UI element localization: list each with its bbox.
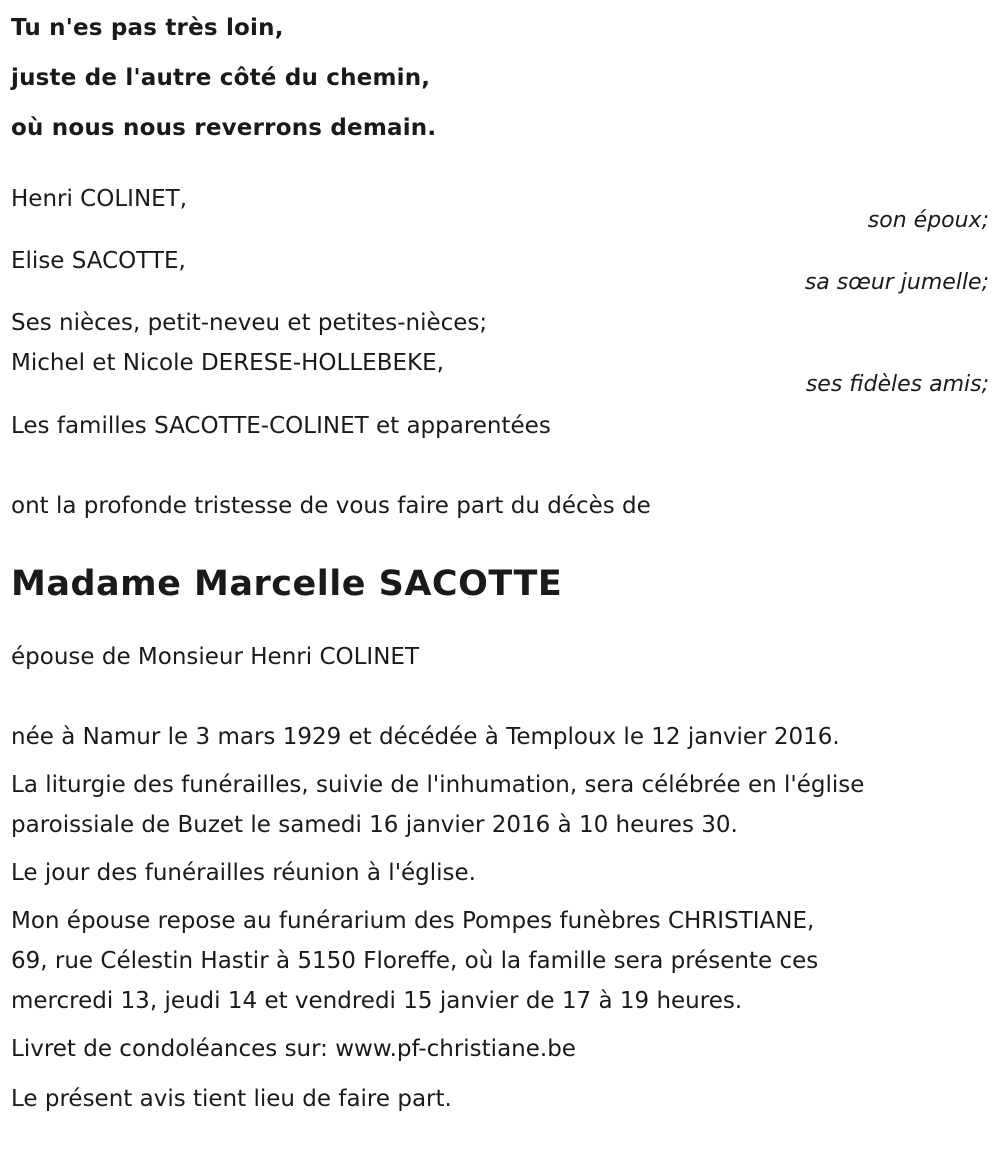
sister-relation: sa sœur jumelle; [804,270,989,295]
poem-line: juste de l'autre côté du chemin, [11,65,431,91]
funerarium-line: Mon épouse repose au funérarium des Pompes funèbres CHRISTIANE, [11,908,815,934]
liturgy-line: paroissiale de Buzet le samedi 16 janvier 2016 à 10 heures 30. [11,812,738,838]
closing: Le présent avis tient lieu de faire part. [11,1086,452,1112]
husband-name: Henri COLINET, [11,186,188,212]
announcement: ont la profonde tristesse de vous faire part du décès de [11,493,651,519]
spouse-line: épouse de Monsieur Henri COLINET [11,644,419,670]
friends-relation: ses fidèles amis; [805,372,989,397]
friends-name: Michel et Nicole DERESE-HOLLEBEKE, [11,350,444,376]
poem-line: Tu n'es pas très loin, [11,15,284,41]
family-families [11,406,991,446]
poem [11,3,991,153]
condolences: Livret de condoléances sur: www.pf-christiane.be [11,1036,576,1062]
birth-death: née à Namur le 3 mars 1929 et décédée à Temploux le 12 janvier 2016. [11,724,840,750]
funerarium-line: 69, rue Célestin Hastir à 5150 Floreffe, où la famille sera présente ces [11,948,819,974]
nieces-text: Ses nièces, petit-neveu et petites-nièces; [11,310,488,336]
obituary-notice [11,0,991,1119]
families-text: Les familles SACOTTE-COLINET et apparentées [11,413,551,439]
meeting: Le jour des funérailles réunion à l'église. [11,860,476,886]
sister-name: Elise SACOTTE, [11,248,186,274]
funerarium-line: mercredi 13, jeudi 14 et vendredi 15 janvier de 17 à 19 heures. [11,988,743,1014]
family-friends [11,343,991,406]
liturgy [11,765,991,845]
funerarium [11,901,991,1021]
liturgy-line: La liturgie des funérailles, suivie de l'inhumation, sera célébrée en l'église [11,772,865,798]
poem-line: où nous nous reverrons demain. [11,115,437,141]
family-husband [11,179,991,241]
family-nieces [11,303,991,343]
family-sister [11,241,991,303]
deceased-name: Madame Marcelle SACOTTE [11,564,563,604]
husband-relation: son époux; [867,208,989,233]
